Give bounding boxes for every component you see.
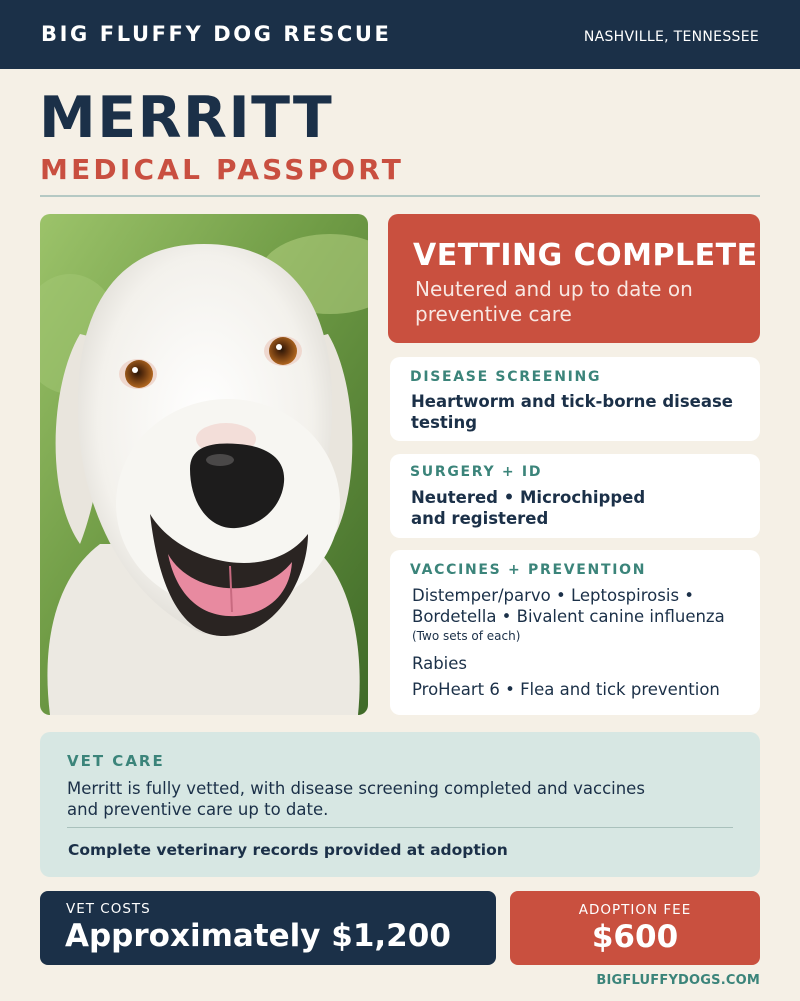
vaccines-line-prevention: ProHeart 6 • Flea and tick prevention [412,680,720,699]
disease-screening-text: Heartworm and tick-borne disease testing [411,392,733,432]
website-link[interactable]: BIGFLUFFYDOGS.COM [596,973,760,988]
status-title: VETTING COMPLETE [413,238,758,273]
vaccines-line-1: Distemper/parvo • Leptospirosis • [412,586,695,605]
vaccines-line-rabies: Rabies [412,654,468,673]
vet-costs-card [40,891,496,965]
surgery-id-card [390,454,760,538]
disease-screening-card [390,357,760,441]
vaccines-note: (Two sets of each) [412,629,521,643]
document-subtitle: MEDICAL PASSPORT [40,153,405,186]
white-fluffy-dog-icon [40,214,368,715]
disease-screening-label: DISEASE SCREENING [410,369,602,385]
surgery-id-text: Neutered • Microchipped and registered [411,488,646,528]
adoption-fee-card [510,891,760,965]
dog-photo [40,214,368,715]
vet-care-section [40,732,760,877]
vet-care-text: Merritt is fully vetted, with disease screening completed and vaccines and preventive care up to date. [67,779,645,819]
adoption-fee-value: $600 [591,919,679,955]
header-bar [0,0,800,69]
location-label: NASHVILLE, TENNESSEE [583,29,759,45]
vet-care-label: VET CARE [67,752,165,770]
vaccines-prevention-card [390,550,760,715]
vaccines-line-2: Bordetella • Bivalent canine influenza [412,607,725,626]
vet-care-note: Complete veterinary records provided at adoption [68,841,508,859]
surgery-id-label: SURGERY + ID [410,464,543,480]
status-subtitle: Neutered and up to date on preventive care [415,277,693,326]
org-name: BIG FLUFFY DOG RESCUE [41,22,392,46]
vet-costs-value: Approximately $1,200 [65,918,451,954]
vet-costs-label: VET COSTS [66,901,151,917]
vetting-status-card [388,214,760,343]
title-divider [40,195,760,197]
vaccines-label: VACCINES + PREVENTION [410,562,647,578]
adoption-fee-label: ADOPTION FEE [578,902,692,918]
vet-care-divider [67,827,733,828]
dog-name-title: MERRITT [39,85,334,151]
